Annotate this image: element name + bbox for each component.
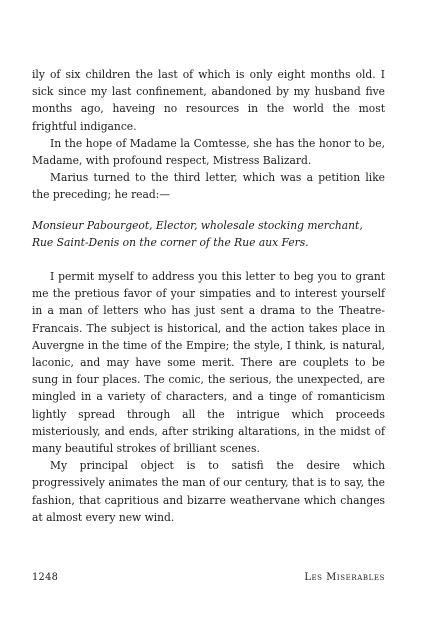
running-title: Les Miserables xyxy=(304,572,385,583)
page-number: 1248 xyxy=(32,572,59,583)
letter-address xyxy=(32,217,385,251)
paragraph-continuation: ily of six children the last of which is only eight months old. I sick since my last confinement, abandoned by my husband five months ago, haveing no resources in the world the most frightful indigance. xyxy=(32,68,385,133)
body-text xyxy=(32,66,385,526)
paragraph-letter-body: I permit myself to address you this letter to beg you to grant me the pretious favor of your simpaties and to interest yourself in a man of letters who has just sent a drama to the Theatre-Francais. The subject is historical, and the action takes place in Auvergne in the time of the Empire; the style, I think, is natural, laconic, and may have some merit. There are couplets to be sung in four places. The comic, the serious, the unexpected, are mingled in a variety of characters, and a tinge of romanticism lightly spread through all the intrigue which proceeds misteriously, and ends, after striking altarations, in the midst of many beautiful strokes of brilliant scenes. xyxy=(32,270,385,456)
address-line-2: Rue Saint-Denis on the corner of the Rue aux Fers. xyxy=(32,235,309,249)
page-footer xyxy=(32,572,385,583)
paragraph-letter-object: My principal object is to satisfi the desire which progressively animates the man of our century, that is to say, the fashion, that capritious and bizarre weathervane which changes at almost every new wind. xyxy=(32,459,385,524)
paragraph-signature: In the hope of Madame la Comtesse, she has the honor to be, Madame, with profound respect, Mistress Balizard. xyxy=(32,136,385,168)
address-line-1: Monsieur Pabourgeot, Elector, wholesale stocking merchant, xyxy=(32,218,363,232)
paragraph-narration: Marius turned to the third letter, which was a petition like the preceding; he read:— xyxy=(32,171,385,202)
